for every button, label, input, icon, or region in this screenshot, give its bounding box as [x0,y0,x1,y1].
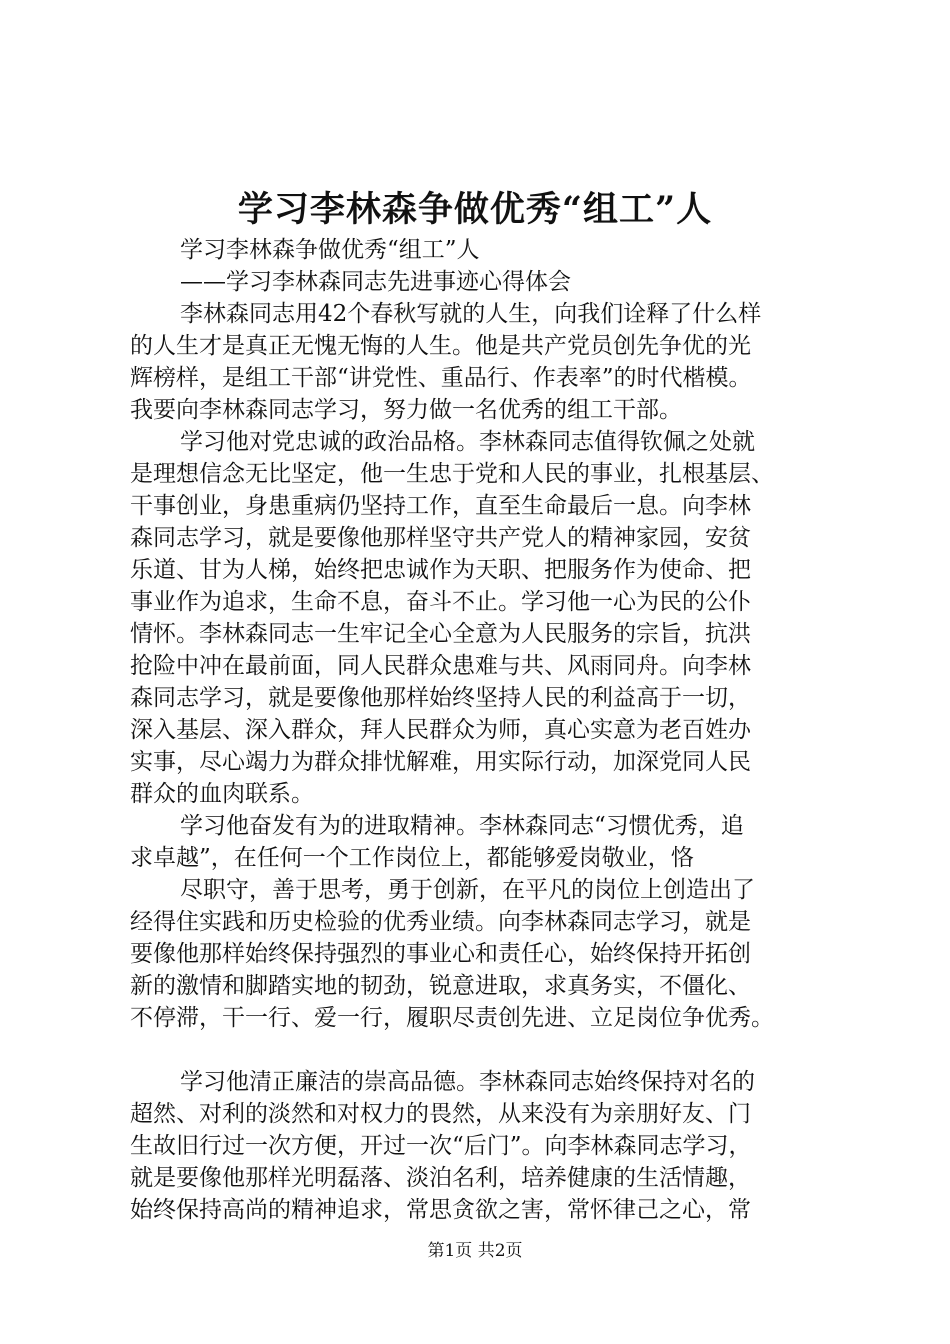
text-line: 要像他那样始终保持强烈的事业心和责任心，始终保持开拓创 [130,941,751,967]
page-footer: 第1页 共2页 [427,1241,523,1261]
text-line: 乐道、甘为人梯，始终把忠诚作为天职、把服务作为使命、把 [130,557,751,583]
text-line: 辉榜样，是组工干部“讲党性、重品行、作表率”的时代楷模。 [130,365,752,391]
text-line: 事业作为追求，生命不息，奋斗不止。学习他一心为民的公仆 [130,589,751,615]
text-line: 干事创业，身患重病仍坚持工作，直至生命最后一息。向李林 [130,493,751,519]
text-line: 情怀。李林森同志一生牢记全心全意为人民服务的宗旨，抗洪 [130,621,751,647]
document-body [130,234,830,1226]
text-line: 群众的血肉联系。 [130,781,314,807]
text-line: 森同志学习，就是要像他那样始终坚持人民的利益高于一切， [130,685,751,711]
text-line: 的人生才是真正无愧无悔的人生。他是共产党员创先争优的光 [130,333,751,359]
text-line: 始终保持高尚的精神追求，常思贪欲之害，常怀律己之心，常 [130,1197,751,1223]
text-line: 学习李林森争做优秀“组工”人 [180,237,480,263]
text-line: 李林森同志用42个春秋写就的人生，向我们诠释了什么样 [180,301,762,327]
document-title: 学习李林森争做优秀“组工”人 [237,189,713,230]
text-line: 求卓越”，在任何一个工作岗位上，都能够爱岗敬业，恪 [130,845,694,871]
text-line: 不停滞，干一行、爱一行，履职尽责创先进、立足岗位争优秀。 [130,1005,774,1031]
text-line: 我要向李林森同志学习，努力做一名优秀的组工干部。 [130,397,682,423]
blank-line [130,1034,830,1066]
text-line: 学习他对党忠诚的政治品格。李林森同志值得钦佩之处就 [180,429,755,455]
text-line: 是理想信念无比坚定，他一生忠于党和人民的事业，扎根基层、 [130,461,774,487]
text-line: 学习他奋发有为的进取精神。李林森同志“习惯优秀，追 [180,813,744,839]
text-line: 深入基层、深入群众，拜人民群众为师，真心实意为老百姓办 [130,717,751,743]
text-line: 尽职守，善于思考，勇于创新，在平凡的岗位上创造出了 [180,877,755,903]
text-line: 经得住实践和历史检验的优秀业绩。向李林森同志学习，就是 [130,909,751,935]
text-line: 超然、对利的淡然和对权力的畏然，从来没有为亲朋好友、门 [130,1101,751,1127]
text-line: 学习他清正廉洁的崇高品德。李林森同志始终保持对名的 [180,1069,755,1095]
text-line: 森同志学习，就是要像他那样坚守共产党人的精神家园，安贫 [130,525,751,551]
text-line: 就是要像他那样光明磊落、淡泊名利，培养健康的生活情趣， [130,1165,751,1191]
text-line: 抢险中冲在最前面，同人民群众患难与共、风雨同舟。向李林 [130,653,751,679]
text-line: ——学习李林森同志先进事迹心得体会 [180,269,571,295]
text-line: 实事，尽心竭力为群众排忧解难，用实际行动，加深党同人民 [130,749,751,775]
text-line: 生故旧行过一次方便，开过一次“后门”。向李林森同志学习， [130,1133,752,1159]
text-line: 新的激情和脚踏实地的韧劲，锐意进取，求真务实，不僵化、 [130,973,751,999]
